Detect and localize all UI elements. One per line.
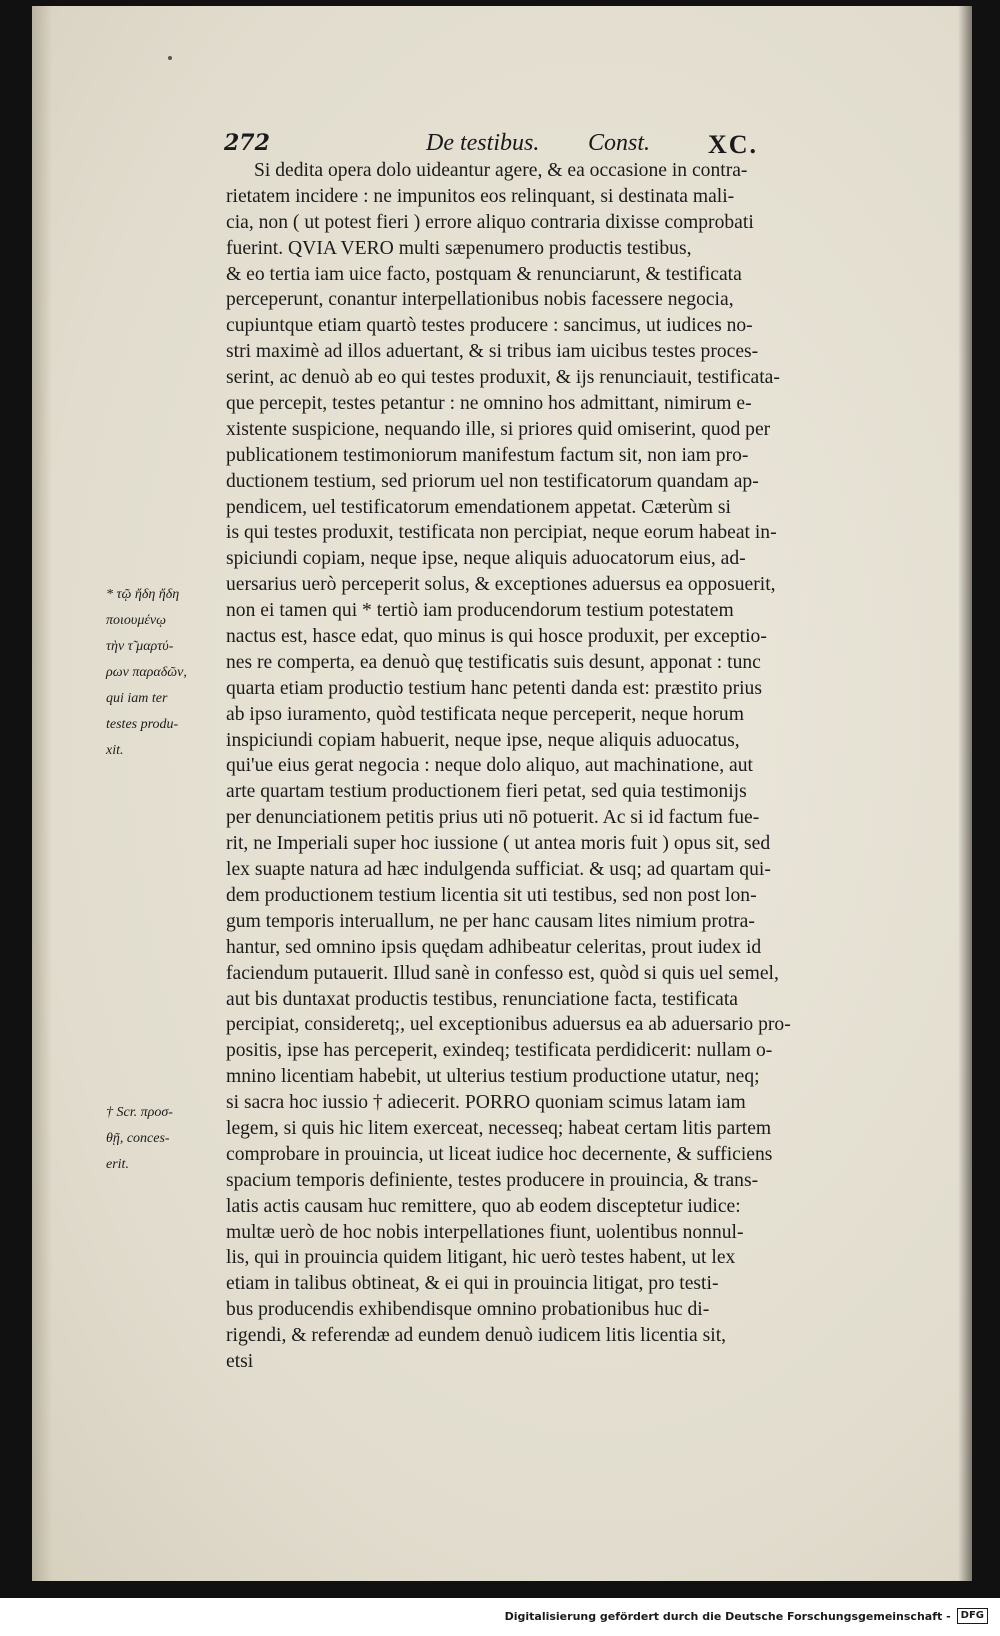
text-line: comprobare in prouincia, ut liceat iudice hoc decernente, & sufficiens [226, 1143, 773, 1165]
text-line: nactus est, hasce edat, quo minus is qui hosce produxit, per exceptio- [226, 626, 767, 648]
body-text [226, 158, 966, 1375]
text-line: multæ uerò de hoc nobis interpellationes fiunt, uolentibus nonnul- [226, 1221, 744, 1243]
text-line: quarta etiam productio testium hanc petenti danda est: præstito prius [226, 677, 762, 699]
text-line: inspiciundi copiam habuerit, neque ipse, neque aliquis aduocatus, [226, 729, 740, 751]
margin-note-line: ποιουμένῳ [106, 613, 166, 628]
digitization-footer [505, 1606, 988, 1626]
text-line: serint, ac denuò ab eo qui testes produxit, & ijs renunciauit, testificata- [226, 367, 780, 389]
ink-speck [168, 56, 172, 60]
text-line: & eo tertia iam uice facto, postquam & renunciarunt, & testificata [226, 263, 742, 285]
text-line: percipiat, consideretq;, uel exceptionibus aduersus ea ab aduersario pro- [226, 1014, 791, 1036]
text-line: fuerint. QVIA VERO multi sæpenumero productis testibus, [226, 237, 692, 259]
margin-note-line: * τῷ ἤδη ἤδη [106, 587, 180, 602]
text-line: is qui testes produxit, testificata non percipiat, neque eorum habeat in- [226, 522, 777, 544]
text-line: rigendi, & referendæ ad eundem denuò iudicem litis licentia sit, [226, 1325, 727, 1347]
footer-credit-text: Digitalisierung gefördert durch die Deutsche Forschungsgemeinschaft - [504, 1609, 951, 1623]
dfg-logo: DFG [957, 1608, 988, 1624]
text-line: cupiuntque etiam quartò testes producere : sancimus, ut iudices no- [226, 315, 753, 337]
text-line: etiam in talibus obtineat, & ei qui in prouincia litigat, pro testi- [226, 1273, 719, 1295]
text-line: per denunciationem petitis prius uti nō potuerit. Ac si id factum fue- [226, 807, 760, 829]
text-line: gum temporis interuallum, ne per hanc causam lites nimium protra- [226, 910, 755, 932]
running-title: De testibus. [426, 130, 540, 156]
text-line: bus producendis exhibendisque omnino probationibus huc di- [226, 1299, 710, 1321]
margin-note-line: testes produ- [106, 717, 179, 732]
margin-note-line: erit. [106, 1157, 129, 1172]
text-line: lis, qui in prouincia quidem litigant, hic uerò testes habent, ut lex [226, 1247, 736, 1269]
text-line: publicationem testimoniorum manifestum factum sit, non iam pro- [226, 444, 749, 466]
text-line: etsi [226, 1350, 254, 1372]
text-line: qui'ue eius gerat negocia : neque dolo aliquo, aut machinatione, aut [226, 755, 753, 777]
text-line: dem productionem testium licentia sit uti testibus, sed non post lon- [226, 884, 757, 906]
text-line: spiciundi copiam, neque ipse, neque aliquis aduocatorum eius, ad- [226, 548, 746, 570]
text-line: ductionem testium, sed priorum uel non testificatorum quandam ap- [226, 470, 759, 492]
text-line: xistente suspicione, nequando ille, si priores quid omiserint, quod per [226, 418, 771, 440]
text-line: spacium temporis definiente, testes producere in prouincia, & trans- [226, 1169, 759, 1191]
text-line: latis actis causam huc remittere, quo ab eodem disceptetur iudice: [226, 1195, 741, 1217]
margin-note-line: xit. [106, 743, 124, 758]
text-line: pendicem, uel testificatorum emendationem appetat. Cæterùm si [226, 496, 731, 518]
text-line: aut bis duntaxat productis testibus, renunciatione facta, testificata [226, 988, 738, 1010]
margin-note-correction [106, 1100, 224, 1178]
margin-note-line: θῇ, conces- [106, 1131, 170, 1146]
text-line: legem, si quis hic litem exerceat, necesseq; habeat certam litis partem [226, 1117, 772, 1139]
chapter-number: XC. [708, 130, 759, 159]
margin-note-line: qui iam ter [106, 691, 168, 706]
margin-note-line: † Scr. προσ- [106, 1105, 173, 1120]
text-line: hantur, sed omnino ipsis quędam adhibeatur celeritas, prout iudex id [226, 936, 762, 958]
text-line: stri maximè ad illos aduertant, & si tribus iam uicibus testes proces- [226, 341, 759, 363]
text-line: rietatem incidere : ne impunitos eos relinquant, si destinata mali- [226, 185, 735, 207]
text-line: faciendum putauerit. Illud sanè in confesso est, quòd si quis uel semel, [226, 962, 779, 984]
margin-note-line: ρων παραδῶν, [106, 665, 187, 680]
text-line: nes re comperta, ea denuò quę testificatis suis desunt, apponat : tunc [226, 651, 761, 673]
text-line: positis, ipse has perceperit, exindeq; testificata perdidicerit: nullam o- [226, 1040, 773, 1062]
text-line: rit, ne Imperiali super hoc iussione ( ut antea moris fuit ) opus sit, sed [226, 833, 771, 855]
text-line: cia, non ( ut potest fieri ) errore aliquo contraria dixisse comprobati [226, 211, 754, 233]
text-line: arte quartam testium productionem fieri petat, sed quia testimonijs [226, 781, 747, 803]
text-line: uersarius uerò perceperit solus, & exceptiones aduersus ea opposuerit, [226, 574, 776, 596]
text-line: que percepit, testes petantur : ne omnino hos admittant, nimirum e- [226, 393, 752, 415]
page-gutter-shadow [32, 6, 52, 1581]
text-line: non ei tamen qui * tertiò iam producendorum testium potestatem [226, 600, 734, 622]
constitution-label: Const. [588, 130, 651, 156]
text-line: lex suapte natura ad hæc indulgenda sufficiat. & usq; ad quartam qui- [226, 859, 771, 881]
margin-note-line: τὴν τ̃ μαρτύ- [106, 639, 174, 654]
text-line: mnino licentiam habebit, ut ulterius testium productione utatur, neq; [226, 1066, 760, 1088]
text-line: Si dedita opera dolo uideantur agere, & ea occasione in contra- [254, 160, 748, 181]
text-line: ab ipso iuramento, quòd testificata neque perceperit, neque horum [226, 703, 744, 725]
page-number: 272 [224, 130, 270, 156]
text-line: perceperunt, conantur interpellationibus nobis facessere negocia, [226, 289, 734, 311]
margin-note-greek [106, 582, 224, 764]
page-header [224, 130, 964, 160]
text-line: si sacra hoc iussio † adiecerit. PORRO quoniam scimus latam iam [226, 1092, 746, 1114]
